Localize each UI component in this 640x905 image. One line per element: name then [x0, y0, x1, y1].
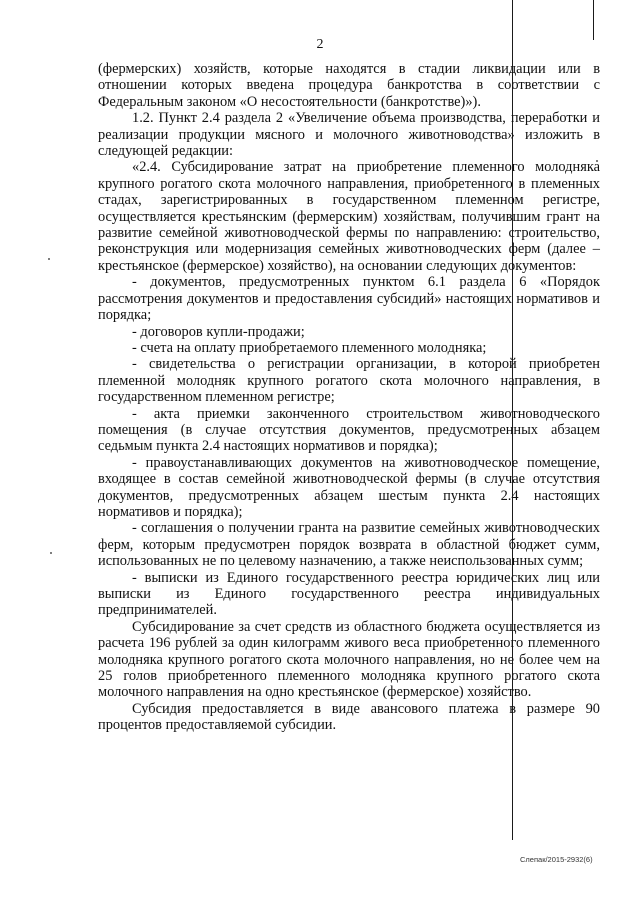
list-item: - документов, предусмотренных пунктом 6.1 раздела 6 «Порядок рассмотрения документов и предоставления субсидий» настоящих нормативов и порядка;	[98, 274, 600, 324]
scan-artifact-line	[593, 0, 594, 40]
list-item: - правоустанавливающих документов на животноводческое помещение, входящее в состав семейной животноводческой фермы (в случае отсутствия документов, предусмотренных абзацем шестым пункта 2.4 настоящих нормативов и порядка);	[98, 454, 600, 520]
paragraph: Субсидия предоставляется в виде авансового платежа в размере 90 процентов предоставляемой субсидии.	[98, 700, 600, 734]
list-item: - договоров купли-продажи;	[132, 323, 305, 340]
paragraph: 1.2. Пункт 2.4 раздела 2 «Увеличение объема производства, переработки и реализации продукции мясного и молочного животноводства» изложить в следующей редакции:	[98, 110, 600, 160]
list-item: - счета на оплату приобретаемого племенного молодняка;	[132, 339, 487, 356]
document-code: Cлепак/2015-2932(6)	[520, 855, 593, 864]
document-body	[98, 61, 600, 734]
list-item: - акта приемки законченного строительством животноводческого помещения (в случае отсутствия документов, предусмотренных абзацем седьмым пункта 2.4 настоящих нормативов и порядка);	[98, 405, 600, 455]
list-item: - выписки из Единого государственного реестра юридических лиц или выписки из Единого государственного реестра индивидуальных предпринимателей.	[98, 569, 600, 619]
list-item: - соглашения о получении гранта на развитие семейных животноводческих ферм, которым предусмотрен порядок возврата в областной бюджет сумм, использованных не по целевому назначению, а также неиспользованных сумм;	[98, 520, 600, 570]
paragraph: «2.4. Субсидирование затрат на приобретение племенного молодняка крупного рогатого скота молочного направления, приобретенного в племенных стадах, зарегистрированных в государственном племенном регистре, осуществляется крестьянским (фермерским) хозяйствам, получившим грант на развитие семейной животноводческой фермы по направлению: строительство, реконструкция или модернизация семейных животноводческих ферм (далее – крестьянское (фермерское) хозяйство), на основании следующих документов:	[98, 159, 600, 274]
scan-speck	[48, 258, 50, 260]
list-item: - свидетельства о регистрации организации, в которой приобретен племенной молодняк крупного рогатого скота молочного направления, в государственном племенном регистре;	[98, 356, 600, 406]
paragraph: Субсидирование за счет средств из областного бюджета осуществляется из расчета 196 рублей за один килограмм живого веса приобретенного племенного молодняка крупного рогатого скота молочного направления, но не более чем на 25 голов приобретенного племенного молодняка крупного рогатого скота молочного направления на одно крестьянское (фермерское) хозяйство.	[98, 618, 600, 701]
page-number: 2	[316, 37, 324, 52]
scan-speck	[50, 552, 52, 554]
paragraph: (фермерских) хозяйств, которые находятся в стадии ликвидации или в отношении которых введена процедура банкротства в соответствии с Федеральным законом «О несостоятельности (банкротстве)»).	[98, 61, 600, 110]
